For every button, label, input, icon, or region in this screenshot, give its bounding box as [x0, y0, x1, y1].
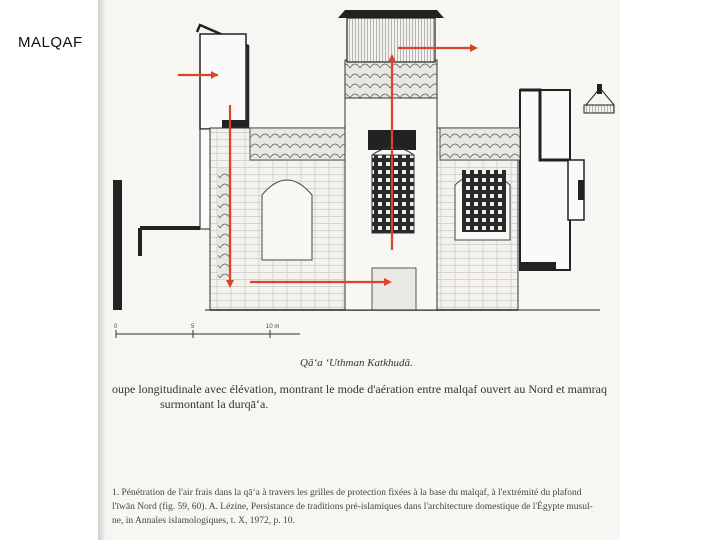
right-building — [520, 84, 614, 270]
footnote-line-3: ne, in Annales islamologiques, t. X, 1972, p. 10. — [112, 516, 295, 526]
scale-mark-0: 0 — [114, 324, 118, 330]
scale-mark-5: 5 — [191, 324, 195, 330]
legend-line-1: oupe longitudinale avec élévation, montrant le mode d'aération entre malqaf ouvert au Nord et mamraq — [112, 382, 607, 396]
footnote-line-2: l'īwān Nord (fig. 59, 60). A. Lézine, Persistance de traditions pré-islamiques dans l'architecture domestique de l'Égypte musul- — [112, 502, 593, 512]
far-left-wall — [113, 180, 122, 310]
legend-line-2: surmontant la durqā‘a. — [160, 397, 269, 411]
slide-title: MALQAF — [18, 34, 83, 51]
footnote-line-1: 1. Pénétration de l'air frais dans la qā‘a à travers les grilles de protection fixées à la base du malqaf, à l'extrémité du plafond — [112, 488, 582, 498]
scale-bar — [114, 324, 300, 338]
figure-caption: Qā‘a ‘Uthman Katkhudā. — [300, 357, 413, 369]
scale-mark-10: 10 m — [266, 324, 280, 330]
